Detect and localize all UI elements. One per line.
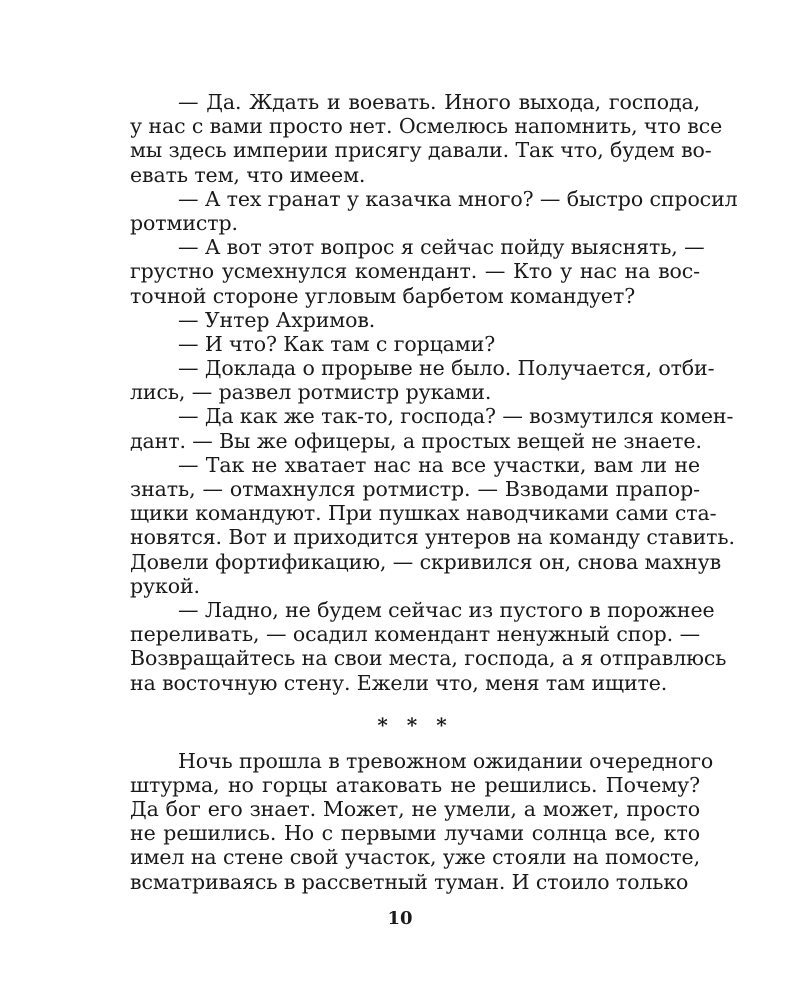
paragraph xyxy=(130,597,727,695)
text-line: у нас с вами просто нет. Осмелюсь напомнить, что все xyxy=(130,114,723,139)
text-line: — А тех гранат у казачка много? — быстро спросил xyxy=(178,186,738,211)
text-line: имел на стене свой участок, уже стояли на помосте, xyxy=(130,845,700,870)
text-line: переливать, — осадил комендант ненужный спор. — xyxy=(130,622,700,647)
scene-separator: * * * xyxy=(377,712,453,737)
text-line: мы здесь империи присягу давали. Так что, будем во- xyxy=(130,138,712,163)
text-line: точной стороне угловым барбетом командует? xyxy=(130,283,636,308)
text-line: Возвращайтесь на свои места, господа, а я отправлюсь xyxy=(130,646,727,671)
text-line: Да бог его знает. Может, не умели, а может, просто xyxy=(130,797,700,822)
text-line: щики командуют. При пушках наводчиками сами ста- xyxy=(130,501,717,526)
text-line: рукой. xyxy=(130,573,200,598)
text-line: дант. — Вы же офицеры, а простых вещей не знаете. xyxy=(130,428,702,453)
paragraph xyxy=(130,186,738,235)
text-line: — Доклада о прорыве не было. Получается, отби- xyxy=(178,356,715,381)
paragraph xyxy=(130,332,700,356)
paragraph xyxy=(130,748,714,894)
text-line: Довели фортификацию, — скривился он, снова махнув xyxy=(130,549,722,574)
text-line: евать тем, что имеем. xyxy=(130,162,366,187)
text-line: — И что? Как там с горцами? xyxy=(178,331,496,356)
paragraph xyxy=(130,452,735,598)
dialogue-section xyxy=(130,90,738,695)
narrative-section xyxy=(130,748,714,894)
text-line: ротмистр. xyxy=(130,210,238,235)
text-line: — Так не хватает нас на все участки, вам ли не xyxy=(178,452,700,477)
text-line: — Да. Ждать и воевать. Иного выхода, господа, xyxy=(178,90,700,114)
text-line: знать, — отмахнулся ротмистр. — Взводами прапор- xyxy=(130,477,700,501)
text-line: Ночь прошла в тревожном ожидании очередного xyxy=(178,748,714,773)
text-line: — А вот этот вопрос я сейчас пойду выяснять, — xyxy=(178,235,705,260)
paragraph xyxy=(130,90,723,187)
paragraph xyxy=(130,308,700,332)
text-line: новятся. Вот и приходится унтеров на команду ставить. xyxy=(130,525,735,550)
text-line: не решились. Но с первыми лучами солнца все, кто xyxy=(130,821,700,846)
text-line: — Унтер Ахримов. xyxy=(178,307,376,332)
text-line: штурма, но горцы атаковать не решились. Почему? xyxy=(130,772,700,797)
text-line: лись, — развел ротмистр руками. xyxy=(130,380,492,405)
text-line: — Да как же так-то, господа? — возмутился комен- xyxy=(178,404,734,429)
paragraph xyxy=(130,404,734,453)
paragraph xyxy=(130,235,705,308)
text-line: грустно усмехнулся комендант. — Кто у нас на вос- xyxy=(130,259,700,284)
paragraph xyxy=(130,356,715,405)
page-number: 10 xyxy=(387,908,413,929)
book-page xyxy=(130,90,738,894)
text-line: на восточную стену. Ежели что, меня там ищите. xyxy=(130,670,668,695)
text-line: — Ладно, не будем сейчас из пустого в порожнее xyxy=(178,597,715,622)
text-line: всматриваясь в рассветный туман. И стоило только xyxy=(130,869,689,894)
